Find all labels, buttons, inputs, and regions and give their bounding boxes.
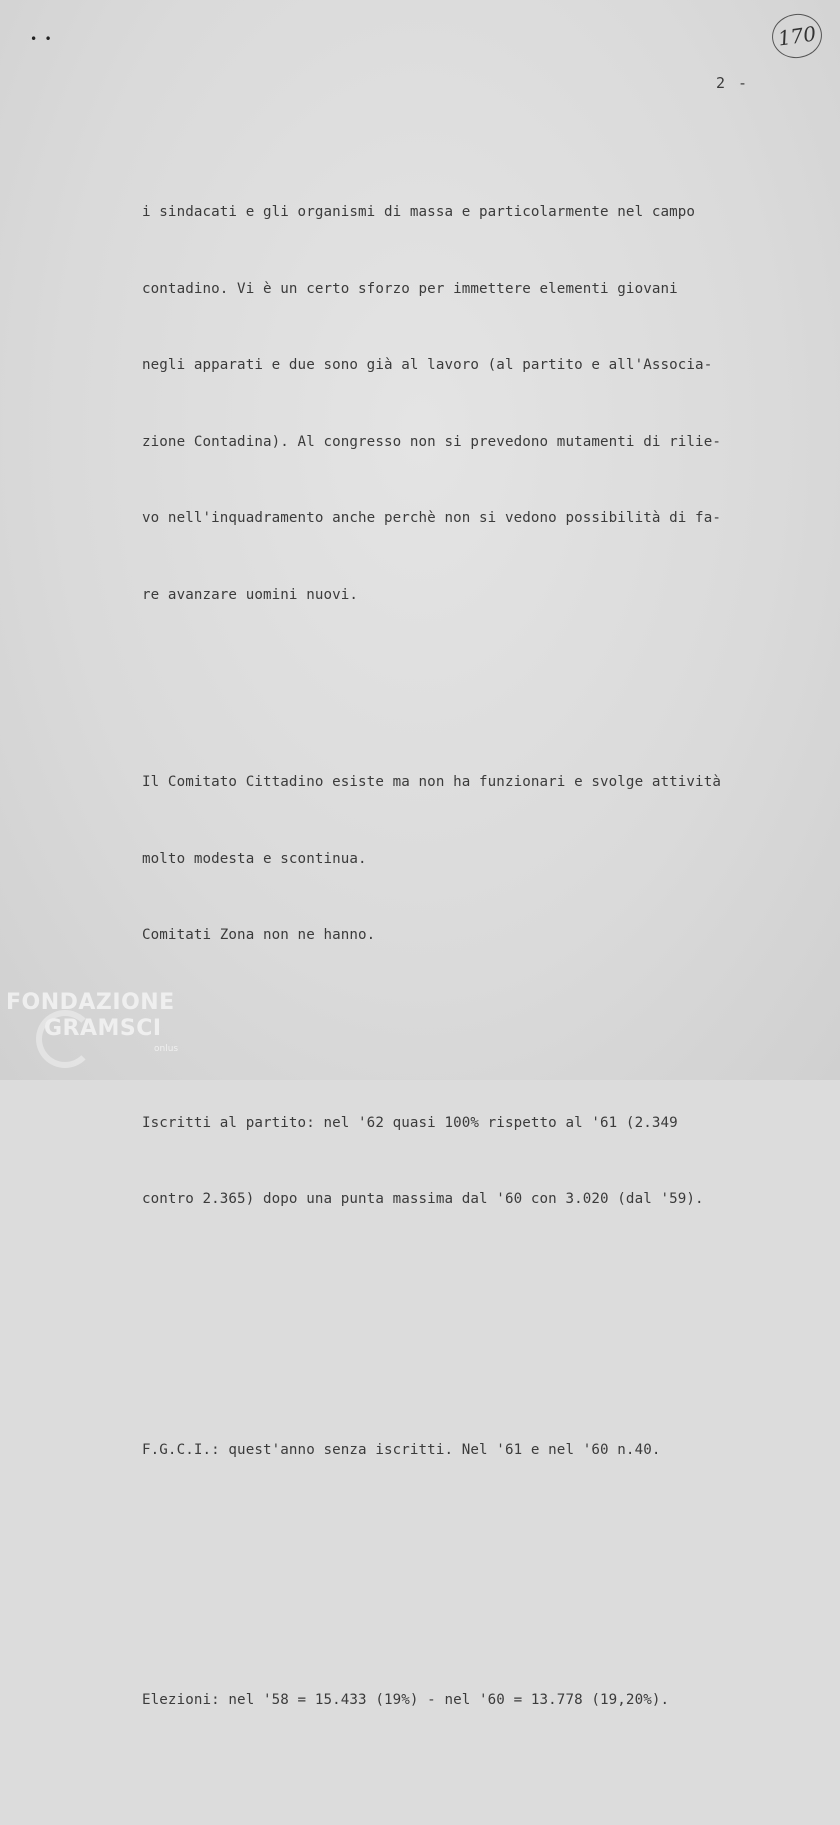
- text-line: i sindacati e gli organismi di massa e particolarmente nel campo: [142, 204, 696, 220]
- spacer: [142, 1324, 812, 1336]
- stamp-number: 170: [776, 21, 818, 51]
- text-line: Iscritti al partito: nel '62 quasi 100% rispetto al '61 (2.349: [142, 1114, 678, 1131]
- paragraph-iscritti: [142, 1060, 812, 1264]
- text-line: zione Contadina). Al congresso non si prevedono mutamenti di rilie-: [142, 433, 721, 450]
- text-line: Elezioni: nel '58 = 15.433 (19%) - nel '60 = 13.778 (19,20%).: [142, 1692, 670, 1708]
- paragraph-elezioni: [142, 1637, 812, 1765]
- fondazione-gramsci-logo: [6, 988, 216, 1078]
- text-line: contadino. Vi è un certo sforzo per immettere elementi giovani: [142, 280, 678, 297]
- text-line: re avanzare uomini nuovi.: [142, 586, 359, 603]
- logo-line-2: GRAMSCI: [44, 1016, 162, 1041]
- paragraph-organization: [142, 149, 812, 659]
- text-line: molto modesta e scontinua.: [142, 850, 367, 867]
- paragraph-comitato: [142, 719, 812, 1000]
- text-line: Comitati Zona non ne hanno.: [142, 927, 376, 943]
- text-line: F.G.C.I.: quest'anno senza iscritti. Nel '61 e nel '60 n.40.: [142, 1441, 661, 1458]
- text-line: vo nell'inquadramento anche perchè non si vedono possibilità di fa-: [142, 510, 721, 526]
- archive-page-stamp: [769, 11, 825, 62]
- logo-line-3: onlus: [154, 1044, 179, 1054]
- page-number: 2 -: [716, 74, 750, 92]
- typed-text-body: [142, 98, 812, 1825]
- text-line: Il Comitato Cittadino esiste ma non ha funzionari e svolge attività: [142, 774, 721, 790]
- ink-specks: • •: [30, 32, 52, 46]
- paragraph-fgci: [142, 1387, 812, 1515]
- text-line: negli apparati e due sono già al lavoro (al partito e all'Associa-: [142, 357, 713, 373]
- text-line: contro 2.365) dopo una punta massima dal '60 con 3.020 (dal '59).: [142, 1191, 704, 1207]
- logo-line-1: FONDAZIONE: [6, 990, 175, 1015]
- spacer: [142, 1574, 812, 1586]
